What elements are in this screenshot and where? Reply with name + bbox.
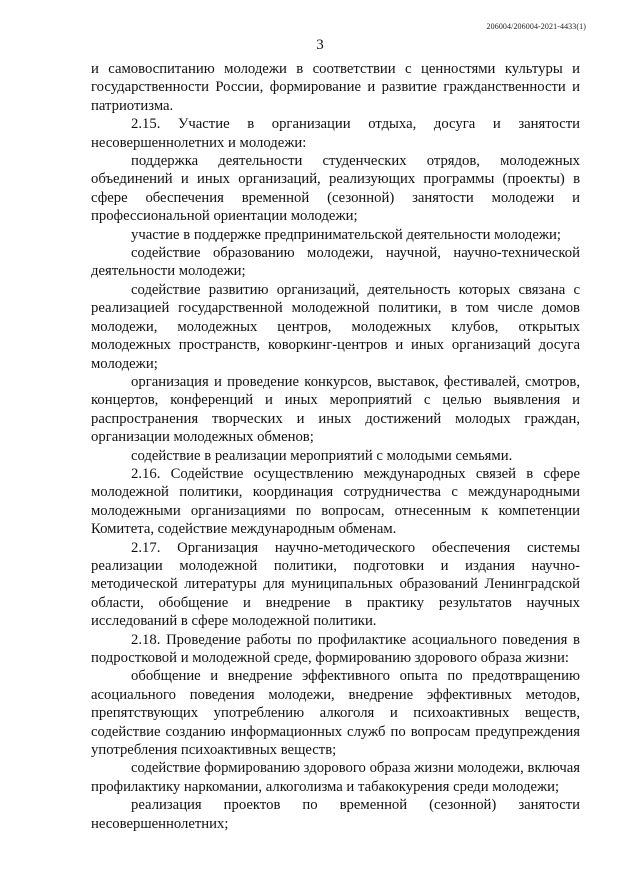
- list-item-student-brigades: поддержка деятельности студенческих отрядов, молодежных объединений и иных организаций, реализующих программы (проекты) в сфере обеспечения временной (сезонной) занятости молодежи и профессиональной ориентации молодежи;: [91, 153, 580, 225]
- list-item-young-families: содействие в реализации мероприятий с молодыми семьями.: [131, 447, 513, 464]
- list-item-education: содействие образованию молодежи, научной, научно-технической деятельности молодежи;: [91, 245, 580, 280]
- list-item-entrepreneurship: участие в поддержке предпринимательской деятельности молодежи;: [131, 226, 561, 243]
- list-item-prevention-experience: обобщение и внедрение эффективного опыта по предотвращению асоциального поведения молодежи, внедрение эффективных методов, препятствующих употреблению алкоголя и психоактивных веществ, содействие созданию информационных служб по вопросам предупреждения употребления психоактивных веществ;: [91, 668, 580, 759]
- paragraph-2-16: 2.16. Содействие осуществлению международных связей в сфере молодежной политики, координация сотрудничества с международными молодежными организациями по вопросам, отнесенным к компетенции Комитета, содействие международным обменам.: [91, 465, 580, 538]
- list-item-youth-organizations: содействие развитию организаций, деятельность которых связана с реализацией государственной молодежной политики, в том числе домов молодежи, молодежных центров, молодежных клубов, открытых молодежных пространств, коворкинг-центров и иных организаций досуга молодежи;: [91, 281, 580, 372]
- paragraph-2-18: 2.18. Проведение работы по профилактике асоциального поведения в подростковой и молодежной среде, формированию здорового образа жизни:: [91, 631, 580, 666]
- paragraph-2-15: 2.15. Участие в организации отдыха, досуга и занятости несовершеннолетних и молодежи:: [91, 116, 580, 151]
- list-item-contests-festivals: организация и проведение конкурсов, выставок, фестивалей, смотров, концертов, конференций и иных мероприятий с целью выявления и распространения творческих и иных достижений молодых граждан, организации молодежных обменов;: [91, 373, 580, 446]
- document-id: 206004/206004-2021-4433(1): [486, 22, 586, 31]
- page-number: 3: [316, 37, 324, 53]
- list-item-seasonal-employment: реализация проектов по временной (сезонной) занятости несовершеннолетних;: [91, 797, 580, 832]
- paragraph-continuation: и самовоспитанию молодежи в соответствии с ценностями культуры и государственности России, формирование и развитие гражданственности и патриотизма.: [91, 61, 580, 114]
- document-body: [91, 60, 580, 833]
- list-item-healthy-lifestyle: содействие формированию здорового образа жизни молодежи, включая профилактику наркомании, алкоголизма и табакокурения среди молодежи;: [91, 760, 580, 795]
- paragraph-2-17: 2.17. Организация научно-методического обеспечения системы реализации молодежной политики, подготовки и издания научно-методической литературы для муниципальных образований Ленинградской области, обобщение и внедрение в практику результатов научных исследований в сфере молодежной политики.: [91, 539, 580, 630]
